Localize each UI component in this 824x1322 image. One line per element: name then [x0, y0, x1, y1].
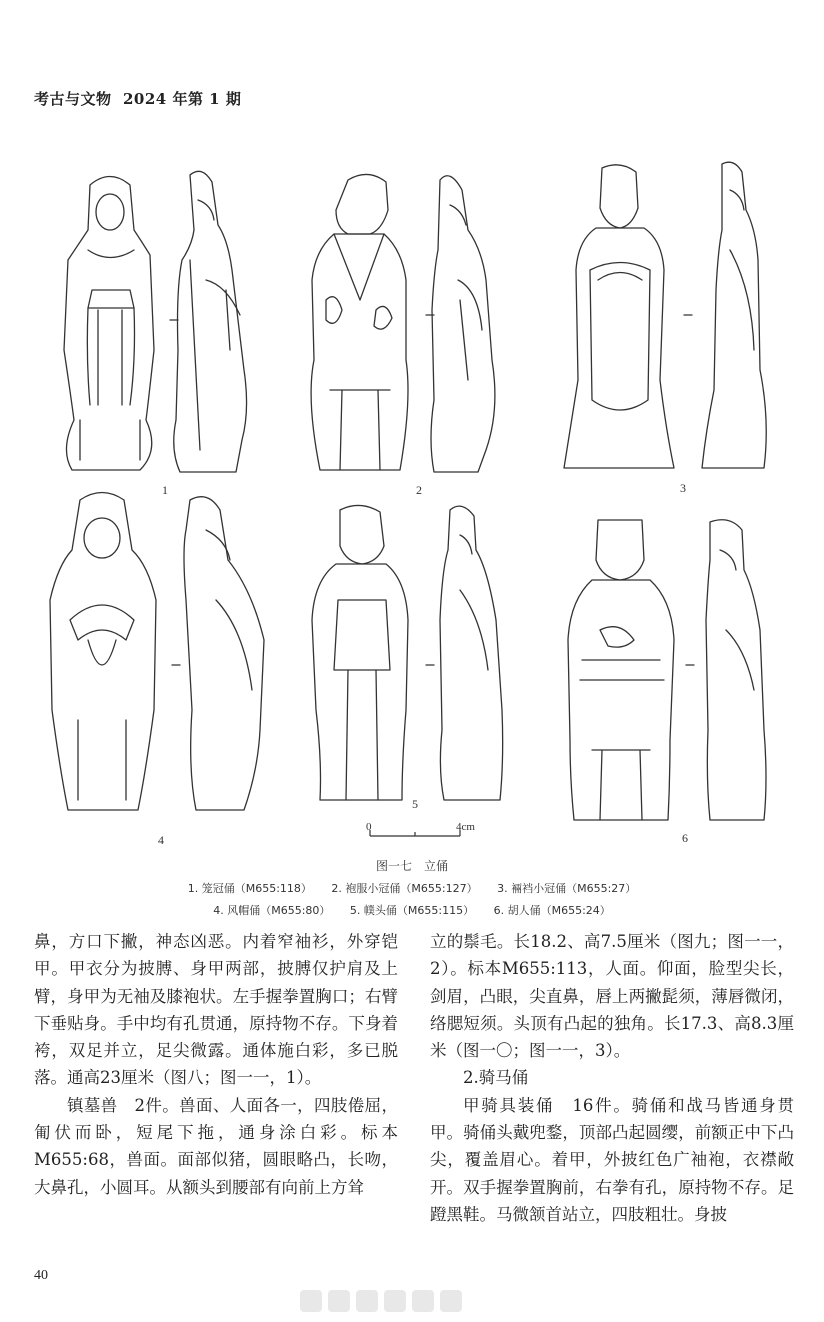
figurine-6-side: [706, 520, 766, 820]
figure-number-5: 5: [412, 797, 418, 811]
figurine-1-side: [174, 171, 247, 472]
paragraph: 鼻，方口下撇，神态凶恶。内着窄袖衫，外穿铠甲。甲衣分为披膊、身甲两部，披膊仅护肩及上臂，身甲为无袖及膝袍状。左手握拳置胸口；右臂下垂贴身。手中均有孔贯通，原持物不存。下身着袴，双足并立，足尖微露。通体施白彩，多已脱落。通高23厘米（图八；图一一，1）。: [34, 932, 398, 1088]
figure-number-3: 3: [680, 481, 686, 495]
body-text-right-column: [430, 928, 794, 1228]
figure-number-4: 4: [158, 833, 164, 847]
figurine-3-side: [702, 162, 766, 468]
figurine-drawings: [30, 150, 794, 850]
legend-item: 5. 幞头俑（M655:115）: [349, 904, 475, 917]
journal-header: [34, 88, 241, 109]
figure-number-1: 1: [162, 483, 168, 497]
legend-item: 4. 风帽俑（M655:80）: [213, 904, 331, 917]
figurine-4-side: [184, 497, 264, 810]
legend-item: 6. 胡人俑（M655:24）: [493, 904, 611, 917]
journal-name: 考古与文物: [34, 90, 112, 108]
legend-item: 2. 袍服小冠俑（M655:127）: [331, 882, 478, 895]
paragraph: 立的鬃毛。长18.2、高7.5厘米（图九；图一一，2）。标本M655:113，人面。仰面，脸型尖长，剑眉，凸眼，尖直鼻，唇上两撇髭须，薄唇微闭，络腮短须。头顶有凸起的独角。长17.3、高8.3厘米（图一〇；图一一，3）。: [430, 932, 794, 1061]
figure-number-6: 6: [682, 831, 688, 845]
journal-issue: 2024 年第 1 期: [122, 90, 242, 108]
page-number: 40: [34, 1268, 48, 1283]
legend-item: 3. 裲裆小冠俑（M655:27）: [497, 882, 637, 895]
figurine-4-front: [50, 493, 156, 811]
figure-legend-line-1: [0, 880, 824, 896]
scale-end-label: 4cm: [456, 821, 475, 833]
figurine-5-side: [440, 506, 503, 800]
paragraph: 甲骑具装俑 16件。骑俑和战马皆通身贯甲。骑俑头戴兜鍪，顶部凸起圆缨，前额正中下凸尖，覆盖眉心。着甲，外披红色广袖袍，衣襟敞开。双手握拳置胸前，右拳有孔，原持物不存。足蹬黑鞋。马微颔首站立，四肢粗壮。身披: [430, 1095, 794, 1224]
watermark: [300, 1288, 480, 1314]
scale-bar: [366, 821, 475, 836]
figure-legend-line-2: [0, 902, 824, 918]
figure-number-2: 2: [416, 483, 422, 497]
legend-item: 1. 笼冠俑（M655:118）: [187, 882, 312, 895]
figurine-5-front: [312, 505, 408, 800]
paragraph: 镇墓兽 2件。兽面、人面各一，四肢倦屈，匍伏而卧，短尾下拖，通身涂白彩。标本M655:68，兽面。面部似猪，圆眼略凸，长吻，大鼻孔，小圆耳。从额头到腰部有向前上方耸: [34, 1095, 398, 1197]
figurine-6-front: [568, 520, 674, 820]
body-text-left-column: [34, 928, 398, 1201]
figurine-drawings-svg: [30, 150, 794, 850]
figure-caption: 图一七 立俑: [375, 859, 448, 873]
figurine-3-front: [564, 165, 674, 468]
scale-start-label: 0: [366, 821, 372, 833]
figurine-1-front: [64, 177, 154, 471]
figurine-2-side: [431, 176, 495, 472]
figurine-2-front: [311, 174, 408, 470]
section-heading: 2.骑马俑: [463, 1068, 529, 1088]
